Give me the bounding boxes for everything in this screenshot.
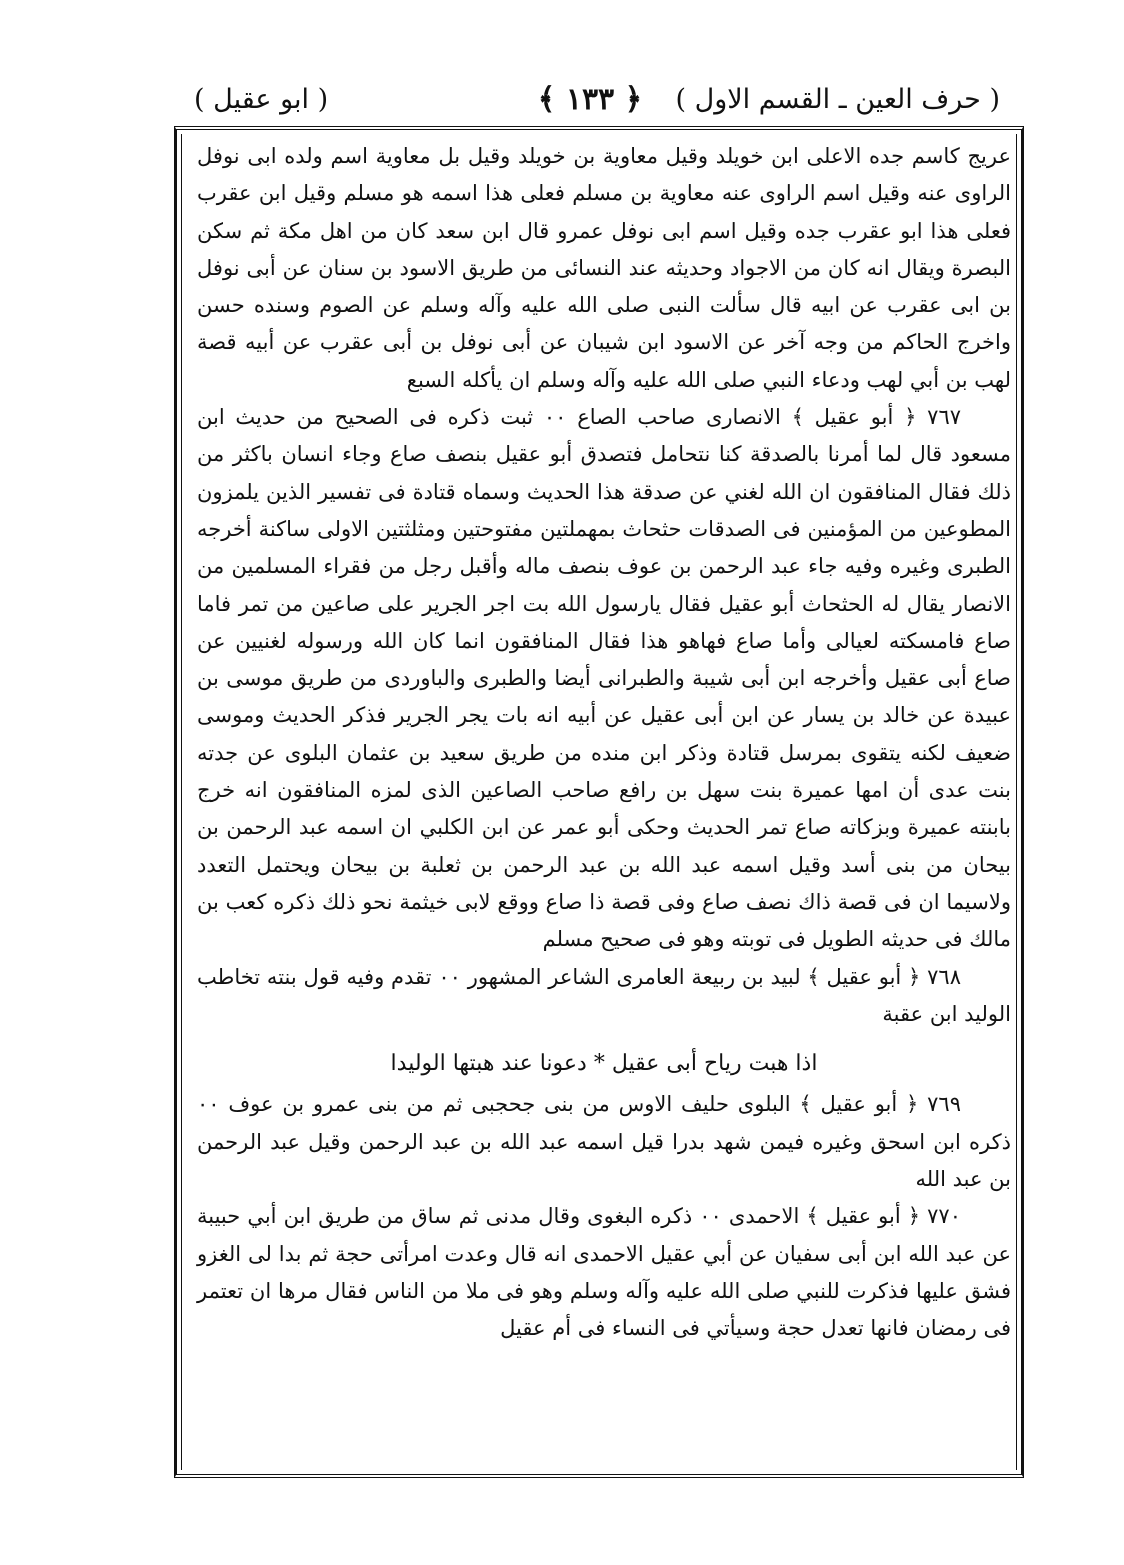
entry-768: ٧٦٨ ﴿ أبو عقيل ﴾ لبيد بن ربيعة العامرى الشاعر المشهور ٠٠ تقدم وفيه قول بنته تخاطب الوليد ابن عقبة [197,964,1011,1026]
entry-770: ٧٧٠ ﴿ أبو عقيل ﴾ الاحمدى ٠٠ ذكره البغوى وقال مدنى ثم ساق من طريق ابن أبي حبيبة عن عبد الله ابن أبى سفيان عن أبي عقيل الاحمدى انه قال وعدت امرأتى حجة ثم بدا لى الغزو فشق عليها فذكرت للنبي صلى الله عليه وآله وسلم وهو فى ملا من الناس فقال مرها ان تعتمر فى رمضان فانها تعدل حجة وسيأتي فى النساء فى أم عقيل [197,1204,1011,1341]
entry-769: ٧٦٩ ﴿ أبو عقيل ﴾ البلوى حليف الاوس من بنى جحجبى ثم من بنى عمرو بن عوف ٠٠ ذكره ابن اسحق وغيره فيمن شهد بدرا قيل اسمه عبد الله بن عبد الرحمن وقيل عبد الرحمن بن عبد الله [197,1092,1011,1192]
poetry-verse: اذا هبت رياح أبى عقيل * دعونا عند هبتها الوليدا [390,1051,818,1077]
entry-heading: ( ابو عقيل ) [194,84,329,115]
page-header [180,78,1000,128]
page-number: ﴿ ١٣٣ ﴾ [537,82,643,117]
body-text [197,138,1011,1348]
entry-767: ٧٦٧ ﴿ أبو عقيل ﴾ الانصارى صاحب الصاع ٠٠ ثبت ذكره فى الصحيح من حديث ابن مسعود قال لما أمرنا بالصدقة كنا نتحامل فتصدق أبو عقيل بنصف صاع وجاء انسان باكثر من ذلك فقال المنافقون ان الله لغني عن صدقة هذا الحديث وسماه قتادة فى تفسير الذين يلمزون المطوعين من المؤمنين فى الصدقات حثحاث بمهملتين مفتوحتين ومثلثتين الاولى ساكنة أخرجه الطبرى وغيره وفيه جاء عبد الرحمن بن عوف بنصف ماله وأقبل رجل من فقراء المسلمين من الانصار يقال له الحثحاث أبو عقيل فقال يارسول الله بت اجر الجرير على صاعين من تمر فاما صاع فامسكته لعيالى وأما صاع فهاهو هذا فقال المنافقون انما كان الله ورسوله لغنيين عن صاع أبى عقيل وأخرجه ابن أبى شيبة والطبرانى أيضا والطبرى والباوردى من طريق موسى بن عبيدة عن خالد بن يسار عن ابن أبى عقيل عن أبيه انه بات يجر الجرير فذكر الحديث وموسى ضعيف لكنه يتقوى بمرسل قتادة وذكر ابن منده من طريق سعيد بن عثمان البلوى عن جدته بنت عدى أن امها عميرة بنت سهل بن رافع صاحب الصاعين الذى لمزه المنافقون انه خرج بابنته عميرة وبزكاته صاع تمر الحديث وحكى أبو عمر عن ابن الكلبي ان اسمه عبد الرحمن بن بيحان من بنى أسد وقيل اسمه عبد الله بن عبد الرحمن بن ثعلبة بن بيحان ويحتمل التعدد ولاسيما ان فى قصة ذاك نصف صاع وفى قصة ذا صاع ووقع لابى خيثمة نحو ذلك ذكره كعب بن مالك فى حديثه الطويل فى توبته وهو فى صحيح مسلم [197,405,1011,952]
paragraph-continuation: عريج كاسم جده الاعلى ابن خويلد وقيل معاوية بن خويلد وقيل بل معاوية اسم ولده ابى نوفل الراوى عنه وقيل اسم الراوى عنه معاوية بن مسلم فعلى هذا اسمه هو مسلم وقيل ابن عقرب فعلى هذا ابو عقرب جده وقيل اسم ابى نوفل عمرو قال ابن سعد كان من اهل مكة ثم سكن البصرة ويقال انه كان من الاجواد وحديثه عند النسائى من طريق الاسود بن سنان عن أبى نوفل بن ابى عقرب عن ابيه قال سألت النبى صلى الله عليه وآله وسلم عن الصوم وسنده حسن واخرج الحاكم من وجه آخر عن الاسود ابن شيبان عن أبى نوفل بن أبى عقرب عن أبيه قصة لهب بن أبي لهب ودعاء النبي صلى الله عليه وآله وسلم ان يأكله السبع [197,144,1011,392]
chapter-title: ( حرف العين ـ القسم الاول ) [675,84,1000,115]
